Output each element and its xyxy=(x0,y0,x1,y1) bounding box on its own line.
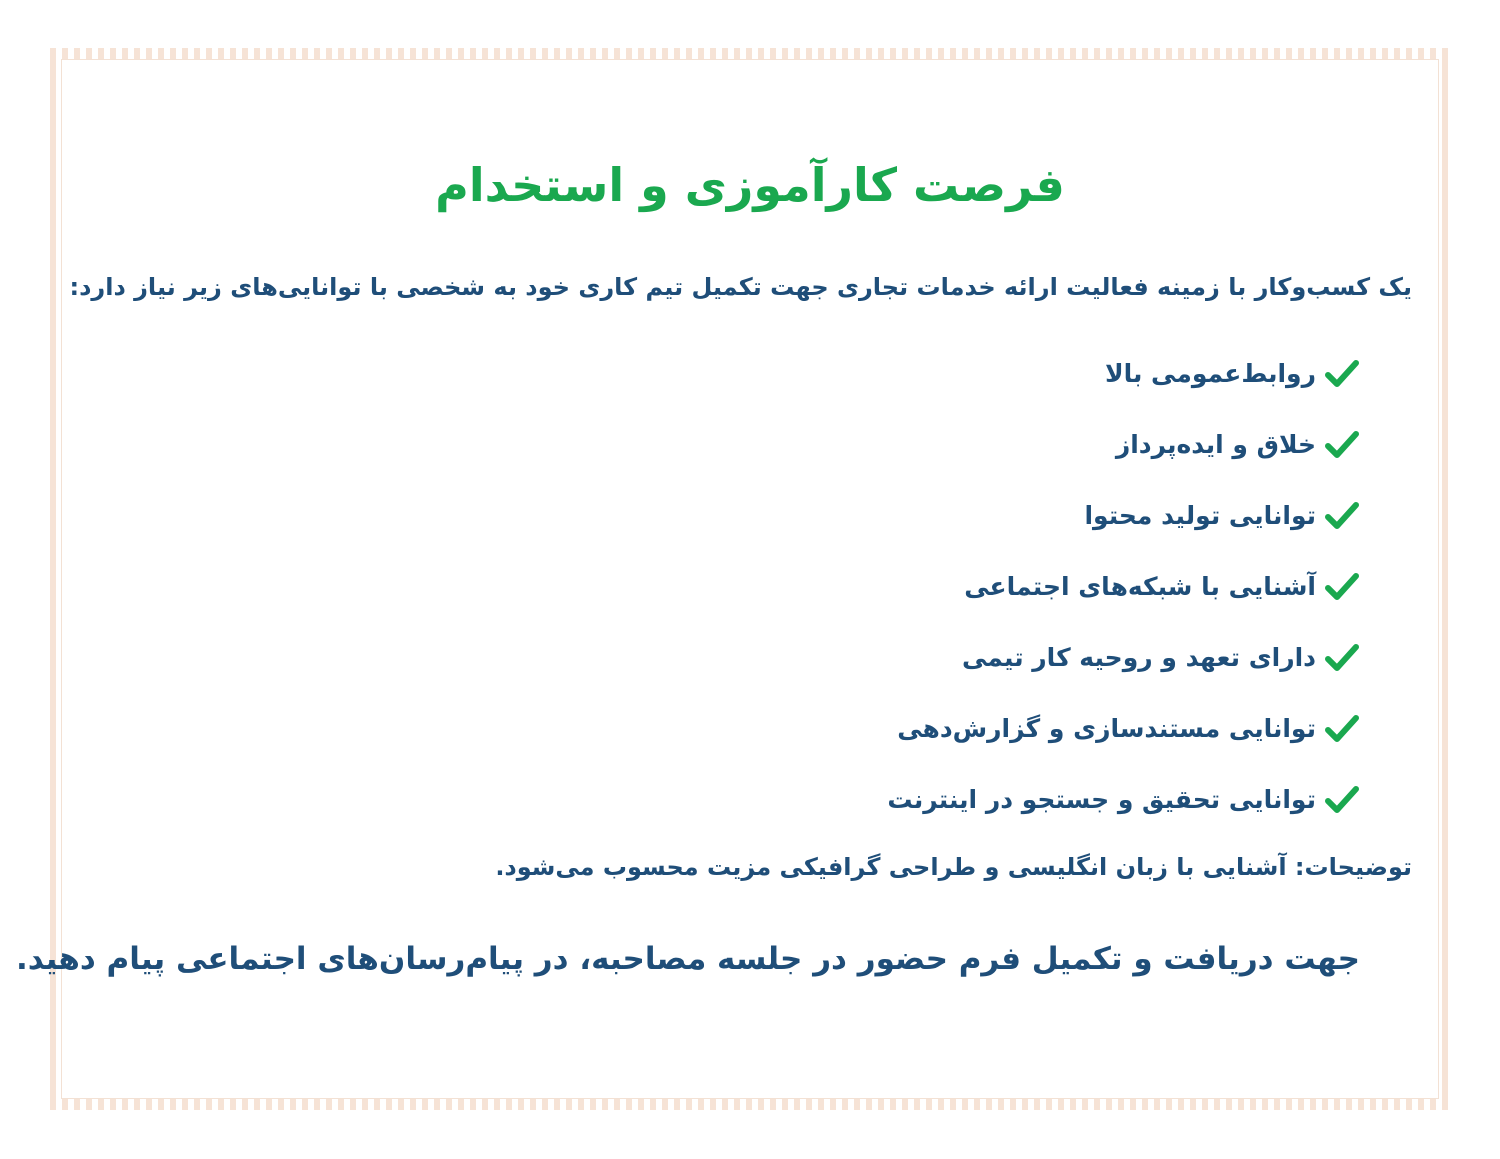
intro-paragraph: یک کسب‌وکار با زمینه فعالیت ارائه خدمات تجاری جهت تکمیل تیم کاری خود به شخصی با توانایی‌های زیر نیاز دارد: xyxy=(69,273,1412,301)
check-icon xyxy=(1324,356,1360,392)
requirement-label: توانایی مستندسازی و گزارش‌دهی xyxy=(897,714,1316,743)
notes-paragraph: توضیحات: آشنایی با زبان انگلیسی و طراحی گرافیکی مزیت محسوب می‌شود. xyxy=(495,853,1412,881)
check-icon xyxy=(1324,569,1360,605)
list-item xyxy=(660,551,1360,622)
requirement-label: خلاق و ایده‌پرداز xyxy=(1115,430,1316,459)
check-icon xyxy=(1324,498,1360,534)
check-icon xyxy=(1324,427,1360,463)
list-item xyxy=(660,338,1360,409)
requirement-label: روابط‌عمومی بالا xyxy=(1104,359,1316,388)
page-title: فرصت کارآموزی و استخدام xyxy=(435,158,1065,212)
check-icon xyxy=(1324,640,1360,676)
requirement-label: دارای تعهد و روحیه کار تیمی xyxy=(961,643,1316,672)
list-item xyxy=(660,480,1360,551)
list-item xyxy=(660,693,1360,764)
requirement-label: آشنایی با شبکه‌های اجتماعی xyxy=(964,572,1316,601)
list-item xyxy=(660,764,1360,835)
requirement-label: توانایی تولید محتوا xyxy=(1084,501,1316,530)
list-item xyxy=(660,409,1360,480)
requirements-list xyxy=(660,338,1360,835)
call-to-action: جهت دریافت و تکمیل فرم حضور در جلسه مصاحبه، در پیام‌رسان‌های اجتماعی پیام دهید. xyxy=(15,941,1360,977)
list-item xyxy=(660,622,1360,693)
check-icon xyxy=(1324,711,1360,747)
requirement-label: توانایی تحقیق و جستجو در اینترنت xyxy=(887,785,1316,814)
check-icon xyxy=(1324,782,1360,818)
